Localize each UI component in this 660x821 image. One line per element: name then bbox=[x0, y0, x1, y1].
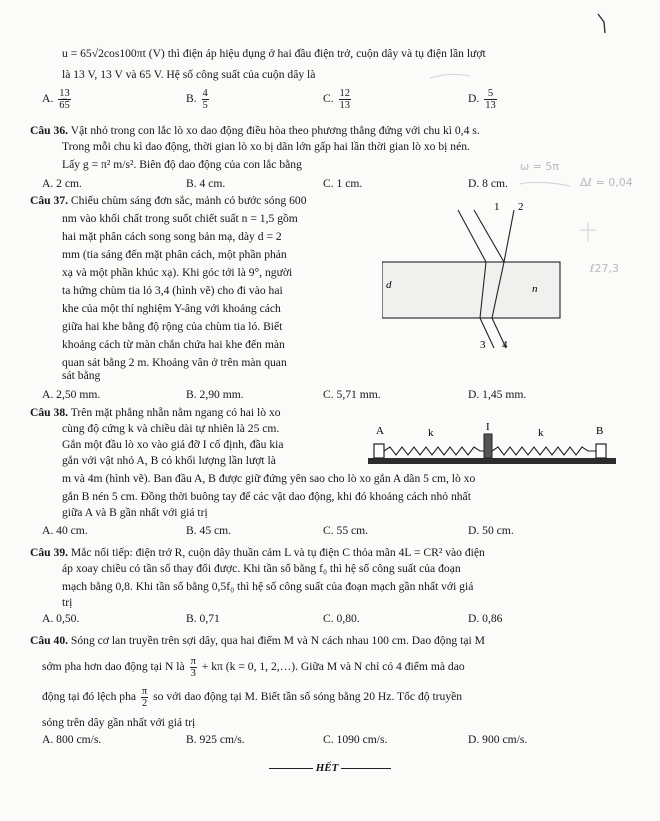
ray-incident-extension bbox=[458, 210, 486, 262]
index-label: n bbox=[532, 283, 538, 295]
handwriting-note: ω = 5π bbox=[520, 160, 560, 173]
q40-option-c: C. 1090 cm/s. bbox=[323, 733, 388, 746]
q37-line-8: giữa hai khe bằng độ rộng của chùm tia ló. Biết bbox=[62, 320, 283, 333]
q39-line-2: áp xoay chiều có tần số thay đổi được. Khi tần số bằng f₀ thì hệ số công suất của đoạn bbox=[62, 562, 461, 575]
q38-spring-figure bbox=[368, 420, 618, 470]
support-I bbox=[484, 434, 492, 458]
q39-line-1: Câu 39. Mắc nối tiếp: điện trở R, cuộn dây thuần cảm L và tụ điện C thỏa mãn 4L = CR² vào điện bbox=[30, 546, 485, 559]
q35-option-b: B. $\frac{4}{5}$ bbox=[186, 88, 208, 111]
q40-option-d: D. 900 cm/s. bbox=[468, 733, 528, 746]
q37-line-9: khoảng cách từ màn chắn chứa hai khe đến màn bbox=[62, 338, 285, 351]
q39-option-c: C. 0,80. bbox=[323, 612, 360, 625]
ray-4-label: 4 bbox=[502, 339, 508, 351]
q38-option-c: C. 55 cm. bbox=[323, 524, 369, 537]
q38-line-1: Câu 38. Trên mặt phẳng nhẵn nằm ngang có hai lò xo bbox=[30, 406, 281, 419]
q37-line-7: khe của một thí nghiệm Y-âng với khoảng cách bbox=[62, 302, 281, 315]
q37-label: Câu 37. bbox=[30, 194, 69, 207]
q37-option-b: B. 2,90 mm. bbox=[186, 388, 244, 401]
q39-option-d: D. 0,86 bbox=[468, 612, 503, 625]
q36-option-a: A. 2 cm. bbox=[42, 177, 82, 190]
ray-2-label: 2 bbox=[518, 201, 524, 213]
ray-3-label: 3 bbox=[480, 339, 486, 351]
label-I: I bbox=[486, 421, 490, 433]
q38-line-5: m và 4m (hình vẽ). Ban đầu A, B được giữ đứng yên sao cho lò xo gắn A dãn 5 cm, lò xo bbox=[62, 472, 476, 485]
q37-option-a: A. 2,50 mm. bbox=[42, 388, 101, 401]
handwriting-note: Δℓ = 0,04 bbox=[580, 176, 633, 189]
spring-right bbox=[492, 447, 596, 455]
q40-line-3: động tại đó lệch pha $\frac{\pi}{2}$ so với dao động tại M. Biết tần số sóng bằng 20 Hz. Tốc độ truyền bbox=[42, 686, 463, 709]
q40-label: Câu 40. bbox=[30, 634, 69, 647]
label-B: B bbox=[596, 425, 604, 437]
q37-option-d: D. 1,45 mm. bbox=[468, 388, 527, 401]
q35-option-c: C. $\frac{12}{13}$ bbox=[323, 88, 351, 111]
q38-line-2: cùng độ cứng k và chiều dài tự nhiên là 25 cm. bbox=[62, 422, 280, 435]
q36-option-c: C. 1 cm. bbox=[323, 177, 363, 190]
mass-A bbox=[374, 444, 384, 458]
q38-option-a: A. 40 cm. bbox=[42, 524, 88, 537]
ray-1 bbox=[474, 210, 504, 262]
q37-line-2: nm vào khối chất trong suốt chiết suất n = 1,5 gồm bbox=[62, 212, 298, 225]
q37-refraction-figure bbox=[382, 196, 562, 366]
spring-left bbox=[384, 447, 484, 455]
q37-line-3: hai mặt phân cách song song bản mạ, dày d = 2 bbox=[62, 230, 282, 243]
label-A: A bbox=[376, 425, 384, 437]
q37-line-10: quan sát bằng 2 m. Khoảng vân ở trên màn quan bbox=[62, 356, 287, 369]
q39-line-4: trị bbox=[62, 596, 73, 609]
q35-line-1: u = 65√2cos100πt (V) thì điện áp hiệu dụng ở hai đầu điện trở, cuộn dây và tụ điện lần lượt bbox=[62, 47, 486, 60]
q36-option-b: B. 4 cm. bbox=[186, 177, 226, 190]
q40-line-4: sóng trên dây gần nhất với giá trị bbox=[42, 716, 196, 729]
q38-line-6: gắn B nén 5 cm. Đồng thời buông tay để các vật dao động, khi đó khoảng cách nhỏ nhất bbox=[62, 490, 471, 503]
q40-line-1: Câu 40. Sóng cơ lan truyền trên sợi dây, qua hai điểm M và N cách nhau 100 cm. Dao động tại M bbox=[30, 634, 485, 647]
q37-option-c: C. 5,71 mm. bbox=[323, 388, 381, 401]
q38-line-4: gắn với vật nhỏ A, B có khối lượng lần lượt là bbox=[62, 454, 276, 467]
q36-label: Câu 36. bbox=[30, 124, 69, 137]
q39-line-3: mạch bằng 0,8. Khi tần số bằng 0,5f₀ thì hệ số công suất của đoạn mạch gần nhất với giá bbox=[62, 580, 474, 593]
q39-option-b: B. 0,71 bbox=[186, 612, 220, 625]
handwriting-note: ℓ27,3 bbox=[590, 262, 620, 275]
ray-2 bbox=[504, 210, 514, 262]
q40-line-2: sớm pha hơn dao động tại N là $\frac{\pi}{3}$ + kπ (k = 0, 1, 2,…). Giữa M và N chỉ có 4 điểm mà dao bbox=[42, 656, 465, 679]
q38-label: Câu 38. bbox=[30, 406, 69, 419]
q38-line-3: Gắn một đầu lò xo vào giá đỡ I cố định, đầu kia bbox=[62, 438, 284, 451]
q38-option-b: B. 45 cm. bbox=[186, 524, 232, 537]
q36-option-d: D. 8 cm. bbox=[468, 177, 508, 190]
q37-line-4: mm (tia sáng đến mặt phân cách, một phần phản bbox=[62, 248, 287, 261]
ray-1-label: 1 bbox=[494, 201, 500, 213]
q38-option-d: D. 50 cm. bbox=[468, 524, 514, 537]
q40-option-b: B. 925 cm/s. bbox=[186, 733, 245, 746]
q37-line-5: xạ và một phần khúc xạ). Khi góc tới là 9°, người bbox=[62, 266, 293, 279]
q37-line-11: sát bằng bbox=[62, 369, 101, 382]
q35-line-2: là 13 V, 13 V và 65 V. Hệ số công suất của cuộn dây là bbox=[62, 68, 316, 81]
q37-line-1: Câu 37. Chiếu chùm sáng đơn sắc, mảnh có bước sóng 600 bbox=[30, 194, 307, 207]
label-k1: k bbox=[428, 427, 434, 439]
q37-line-6: ta hứng chùm tia ló 3,4 (hình vẽ) cho đi vào hai bbox=[62, 284, 283, 297]
q36-line-1: Câu 36. Vật nhỏ trong con lắc lò xo dao động điều hòa theo phương thẳng đứng với chu kì 0,4 s. bbox=[30, 124, 480, 137]
q36-line-2: Trong mỗi chu kì dao động, thời gian lò xo bị dãn lớn gấp hai lần thời gian lò xo bị nén. bbox=[62, 140, 470, 153]
q39-label: Câu 39. bbox=[30, 546, 69, 559]
floor bbox=[368, 458, 616, 464]
q38-line-7: giữa A và B gần nhất với giá trị bbox=[62, 506, 208, 519]
q35-option-d: D. $\frac{5}{13}$ bbox=[468, 88, 496, 111]
q40-option-a: A. 800 cm/s. bbox=[42, 733, 102, 746]
thickness-label: d bbox=[386, 279, 392, 291]
end-mark: HẾT bbox=[230, 762, 430, 774]
label-k2: k bbox=[538, 427, 544, 439]
q36-line-3: Lấy g = π² m/s². Biên độ dao động của con lắc bằng bbox=[62, 158, 302, 171]
q35-option-a: A. $\frac{13}{65}$ bbox=[42, 88, 70, 111]
q39-option-a: A. 0,50. bbox=[42, 612, 80, 625]
mass-B bbox=[596, 444, 606, 458]
